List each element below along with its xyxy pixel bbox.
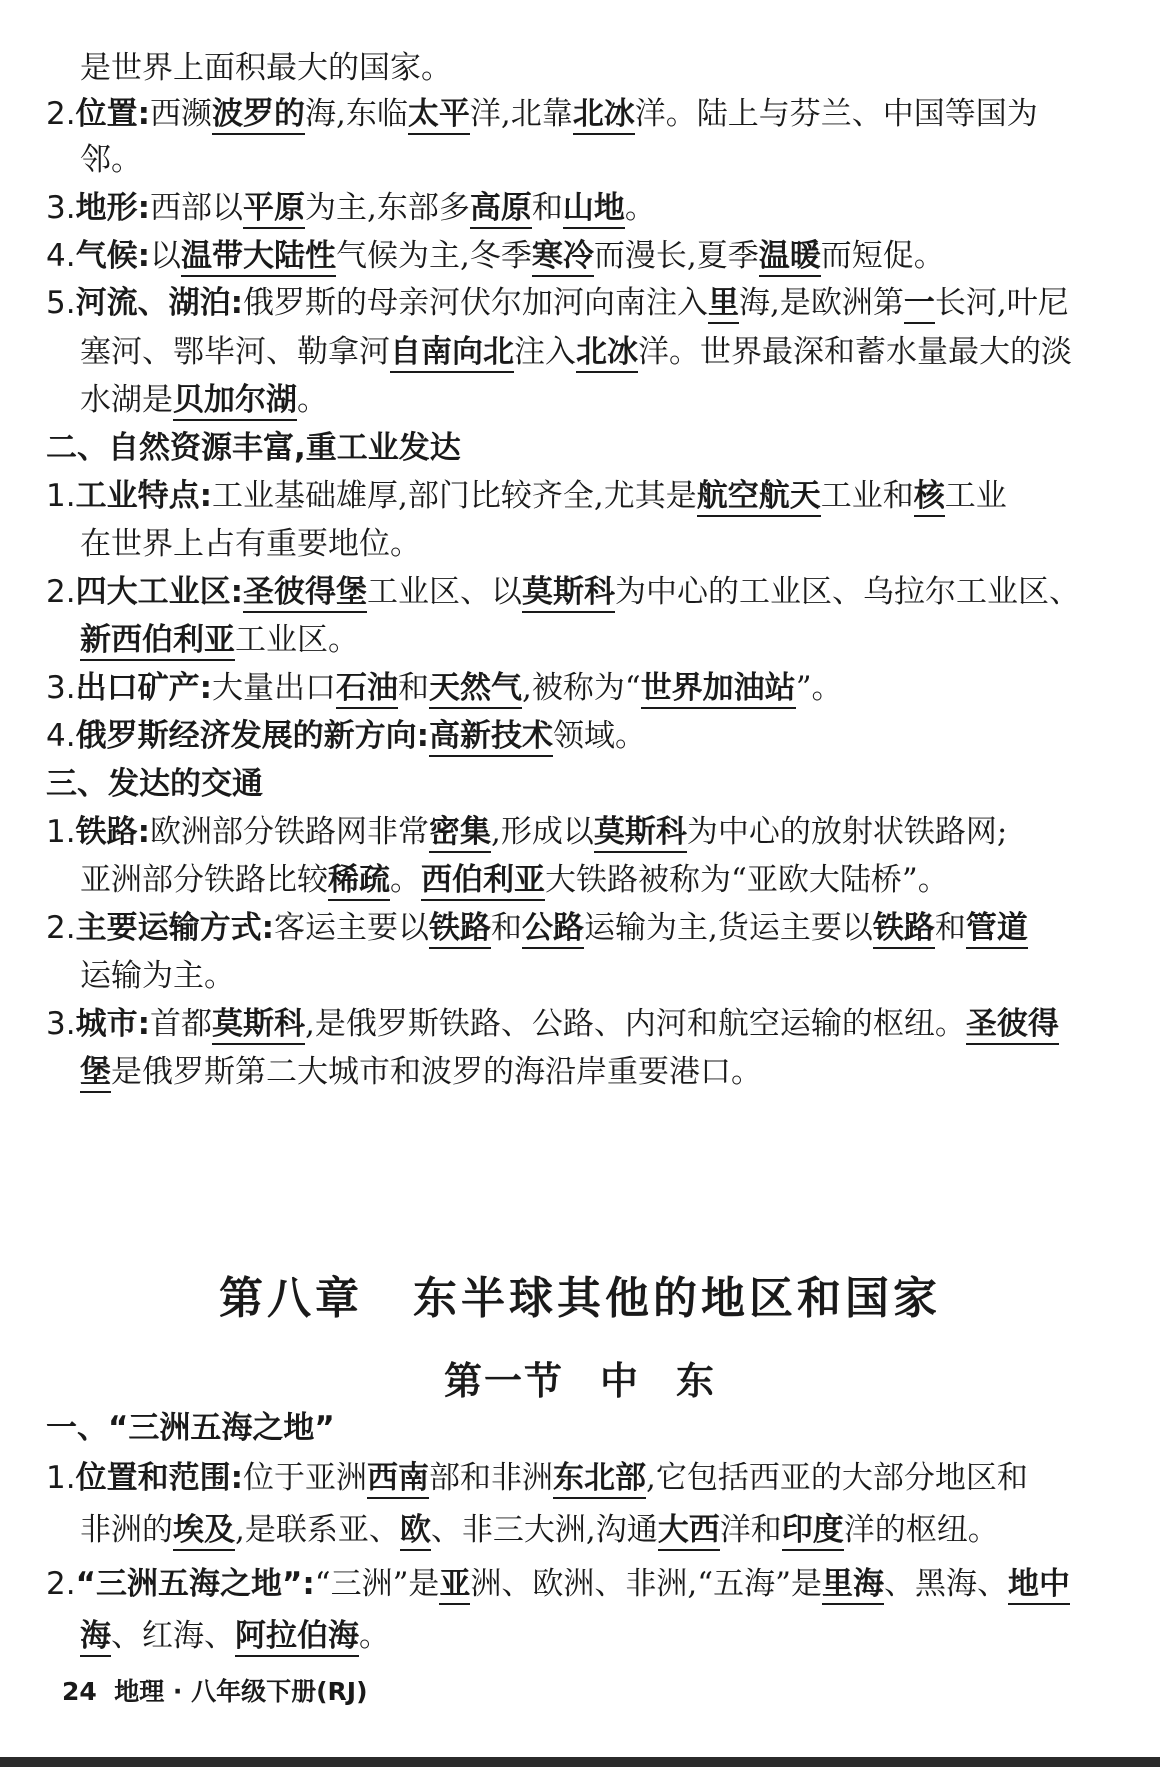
section-name-part: 东 xyxy=(676,1358,717,1403)
text: 为中心的工业区、乌拉尔工业区、 xyxy=(614,574,1080,610)
item-three-continents xyxy=(46,1564,1070,1604)
answer-blank: 海 xyxy=(80,1618,111,1657)
item-export-minerals xyxy=(46,668,843,708)
chapter-number: 第八章 xyxy=(219,1273,363,1324)
chapter-title xyxy=(0,1262,1160,1326)
answer-blank: 欧 xyxy=(400,1512,431,1551)
text-line xyxy=(80,332,1072,372)
answer-blank: 贝加尔湖 xyxy=(173,382,297,421)
text: 领域。 xyxy=(552,718,646,754)
text: 水湖是 xyxy=(80,382,173,418)
item-cities xyxy=(46,1004,1059,1044)
item-rivers-lakes xyxy=(46,283,1069,323)
item-climate xyxy=(46,236,945,276)
text: 洋。陆上与芬兰、中国等国为 xyxy=(634,96,1038,132)
text: 、黑海、 xyxy=(884,1566,1008,1602)
text: 和 xyxy=(490,910,522,946)
answer-blank: 里海 xyxy=(822,1566,884,1605)
answer-blank: 莫斯科 xyxy=(594,814,687,853)
item-number: 3. xyxy=(46,190,76,226)
text: 洋,北靠 xyxy=(469,96,573,132)
text: 工业区、以 xyxy=(366,574,522,610)
text: 和 xyxy=(531,190,563,226)
text-line xyxy=(80,1052,762,1092)
text-line xyxy=(80,48,452,88)
item-transport-modes xyxy=(46,908,1028,948)
item-number: 3. xyxy=(46,1006,76,1042)
text: 运输为主。 xyxy=(80,958,235,994)
chapter-name: 东半球其他的地区和国家 xyxy=(413,1273,941,1324)
answer-blank: 高原 xyxy=(470,190,532,229)
text: 位于亚洲 xyxy=(242,1460,367,1496)
answer-blank: 密集 xyxy=(429,814,491,853)
text: 。 xyxy=(359,1618,390,1654)
text: 邻。 xyxy=(80,142,142,178)
item-number: 5. xyxy=(46,285,76,321)
text: 工业区。 xyxy=(235,622,359,658)
text-line xyxy=(80,1510,999,1550)
item-heading: 四大工业区: xyxy=(75,574,243,610)
text: ,形成以 xyxy=(490,814,594,850)
answer-blank: 西南 xyxy=(367,1460,429,1499)
item-heading: 工业特点: xyxy=(75,478,212,514)
text: 西部以 xyxy=(149,190,243,226)
text: 工业 xyxy=(944,478,1007,514)
answer-blank: 印度 xyxy=(782,1512,844,1551)
text: 而漫长,夏季 xyxy=(593,238,759,274)
text: 海,东临 xyxy=(304,96,408,132)
item-heading: 城市: xyxy=(75,1006,150,1042)
answer-blank: 北冰 xyxy=(573,96,635,135)
answer-blank: 山地 xyxy=(563,190,625,229)
text-line xyxy=(80,620,359,660)
item-number: 1. xyxy=(46,1460,76,1496)
text-line xyxy=(80,140,142,180)
section-heading-text: 三、发达的交通 xyxy=(46,766,263,802)
item-terrain xyxy=(46,188,656,228)
text: 而短促。 xyxy=(820,238,945,274)
section-heading-text: 一、“三洲五海之地” xyxy=(46,1410,335,1446)
section-heading xyxy=(46,428,461,468)
item-number: 1. xyxy=(46,814,76,850)
answer-blank: 铁路 xyxy=(429,910,491,949)
answer-blank: 石油 xyxy=(336,670,398,709)
text: ,它包括西亚的大部分地区和 xyxy=(645,1460,1028,1496)
text: 部和非洲 xyxy=(428,1460,553,1496)
text: 客运主要以 xyxy=(273,910,429,946)
section-number: 第一节 xyxy=(443,1358,564,1403)
text: 以 xyxy=(149,238,181,274)
answer-blank: 莫斯科 xyxy=(212,1006,305,1045)
item-number: 2. xyxy=(46,1566,76,1602)
text: 长河,叶尼 xyxy=(934,285,1069,321)
item-railway xyxy=(46,812,1007,852)
answer-blank: 大西 xyxy=(658,1512,720,1551)
text: 海,是欧洲第 xyxy=(738,285,904,321)
answer-blank: 地中 xyxy=(1008,1566,1070,1605)
item-heading: 俄罗斯经济发展的新方向: xyxy=(75,718,429,754)
answer-blank: 世界加油站 xyxy=(641,670,796,709)
answer-blank: 温带大陆性 xyxy=(181,238,336,277)
text: 和 xyxy=(397,670,429,706)
answer-blank: 北冰 xyxy=(576,334,638,373)
section-title xyxy=(0,1350,1160,1405)
section-heading xyxy=(46,764,263,804)
answer-blank: 管道 xyxy=(966,910,1028,949)
answer-blank: 圣彼得堡 xyxy=(243,574,367,613)
answer-blank: 公路 xyxy=(522,910,584,949)
item-heading: 出口矿产: xyxy=(75,670,212,706)
text: 洲、欧洲、非洲,“五海”是 xyxy=(470,1566,822,1602)
text: 为中心的放射状铁路网; xyxy=(686,814,1008,850)
text: ,是联系亚、 xyxy=(235,1512,400,1548)
item-industrial-zones xyxy=(46,572,1080,612)
answer-blank: 太平 xyxy=(408,96,470,135)
text: 欧洲部分铁路网非常 xyxy=(149,814,429,850)
text: 。 xyxy=(390,862,421,898)
answer-blank: 阿拉伯海 xyxy=(235,1618,359,1657)
item-location-range xyxy=(46,1458,1028,1498)
item-heading: 位置和范围: xyxy=(75,1460,243,1496)
item-heading: 铁路: xyxy=(75,814,150,850)
book-title: 地理 · 八年级下册(RJ) xyxy=(114,1677,368,1706)
text: 。 xyxy=(297,382,328,418)
text: 、红海、 xyxy=(111,1618,235,1654)
answer-blank: 平原 xyxy=(243,190,305,229)
text: 大铁路被称为“亚欧大陆桥”。 xyxy=(545,862,949,898)
item-number: 2. xyxy=(46,574,76,610)
text-line xyxy=(80,956,235,996)
text: 注入 xyxy=(514,334,576,370)
item-number: 4. xyxy=(46,718,76,754)
answer-blank: 稀疏 xyxy=(328,862,390,901)
text: 俄罗斯的母亲河伏尔加河向南注入 xyxy=(242,285,708,321)
answer-blank: 东北部 xyxy=(553,1460,646,1499)
section-heading xyxy=(46,1408,335,1448)
answer-blank: 亚 xyxy=(439,1566,470,1605)
text: 洋和 xyxy=(719,1512,782,1548)
text: “三洲”是 xyxy=(314,1566,440,1602)
text: 运输为主,货运主要以 xyxy=(583,910,873,946)
text: ”。 xyxy=(795,670,843,706)
answer-blank: 核 xyxy=(914,478,945,517)
text: 和 xyxy=(934,910,966,946)
answer-blank: 航空航天 xyxy=(697,478,821,517)
section-name-part: 中 xyxy=(599,1358,640,1403)
text: ,被称为“ xyxy=(521,670,641,706)
answer-blank: 埃及 xyxy=(173,1512,235,1551)
item-number: 1. xyxy=(46,478,76,514)
text: 是俄罗斯第二大城市和波罗的海沿岸重要港口。 xyxy=(111,1054,762,1090)
answer-blank: 铁路 xyxy=(873,910,935,949)
text-line xyxy=(80,380,328,420)
item-heading: 气候: xyxy=(75,238,150,274)
text: ,是俄罗斯铁路、公路、内河和航空运输的枢纽。 xyxy=(304,1006,966,1042)
text: 、非三大洲,沟通 xyxy=(430,1512,658,1548)
text: 亚洲部分铁路比较 xyxy=(80,862,328,898)
item-heading: 河流、湖泊: xyxy=(75,285,243,321)
text: 为主,东部多 xyxy=(304,190,470,226)
item-position xyxy=(46,94,1038,134)
section-heading-text: 二、自然资源丰富,重工业发达 xyxy=(46,430,461,466)
item-number: 2. xyxy=(46,910,76,946)
text: 在世界上占有重要地位。 xyxy=(80,526,421,562)
item-heading: 地形: xyxy=(75,190,150,226)
text: 洋的枢纽。 xyxy=(843,1512,999,1548)
page-number: 24 xyxy=(62,1677,97,1706)
answer-blank: 圣彼得 xyxy=(966,1006,1059,1045)
item-new-direction xyxy=(46,716,646,756)
answer-blank: 西伯利亚 xyxy=(421,862,545,901)
answer-blank: 温暖 xyxy=(759,238,821,277)
text: 大量出口 xyxy=(211,670,336,706)
answer-blank: 堡 xyxy=(80,1054,111,1093)
text: 工业基础雄厚,部门比较齐全,尤其是 xyxy=(211,478,697,514)
text-line xyxy=(80,1616,390,1656)
text: 西濒 xyxy=(149,96,212,132)
bottom-bar xyxy=(0,1757,1160,1767)
text-line xyxy=(80,524,421,564)
text: 洋。世界最深和蓄水量最大的淡 xyxy=(638,334,1072,370)
answer-blank: 新西伯利亚 xyxy=(80,622,235,661)
answer-blank: 里 xyxy=(708,285,739,324)
text-line xyxy=(80,860,949,900)
item-number: 4. xyxy=(46,238,76,274)
page-footer xyxy=(62,1672,368,1708)
answer-blank: 莫斯科 xyxy=(522,574,615,613)
answer-blank: 一 xyxy=(904,285,935,324)
text: 。 xyxy=(624,190,656,226)
answer-blank: 寒冷 xyxy=(532,238,594,277)
item-number: 3. xyxy=(46,670,76,706)
text: 非洲的 xyxy=(80,1512,173,1548)
item-heading: 位置: xyxy=(75,96,150,132)
text: 气候为主,冬季 xyxy=(335,238,532,274)
item-industry-features xyxy=(46,476,1007,516)
text: 工业和 xyxy=(820,478,914,514)
item-heading: 主要运输方式: xyxy=(75,910,274,946)
answer-blank: 波罗的 xyxy=(212,96,305,135)
item-number: 2. xyxy=(46,96,76,132)
item-heading: “三洲五海之地”: xyxy=(75,1566,315,1602)
text: 是世界上面积最大的国家。 xyxy=(80,50,452,86)
text: 首都 xyxy=(149,1006,212,1042)
answer-blank: 高新技术 xyxy=(429,718,553,757)
answer-blank: 天然气 xyxy=(429,670,522,709)
text: 塞河、鄂毕河、勒拿河 xyxy=(80,334,390,370)
answer-blank: 自南向北 xyxy=(390,334,514,373)
